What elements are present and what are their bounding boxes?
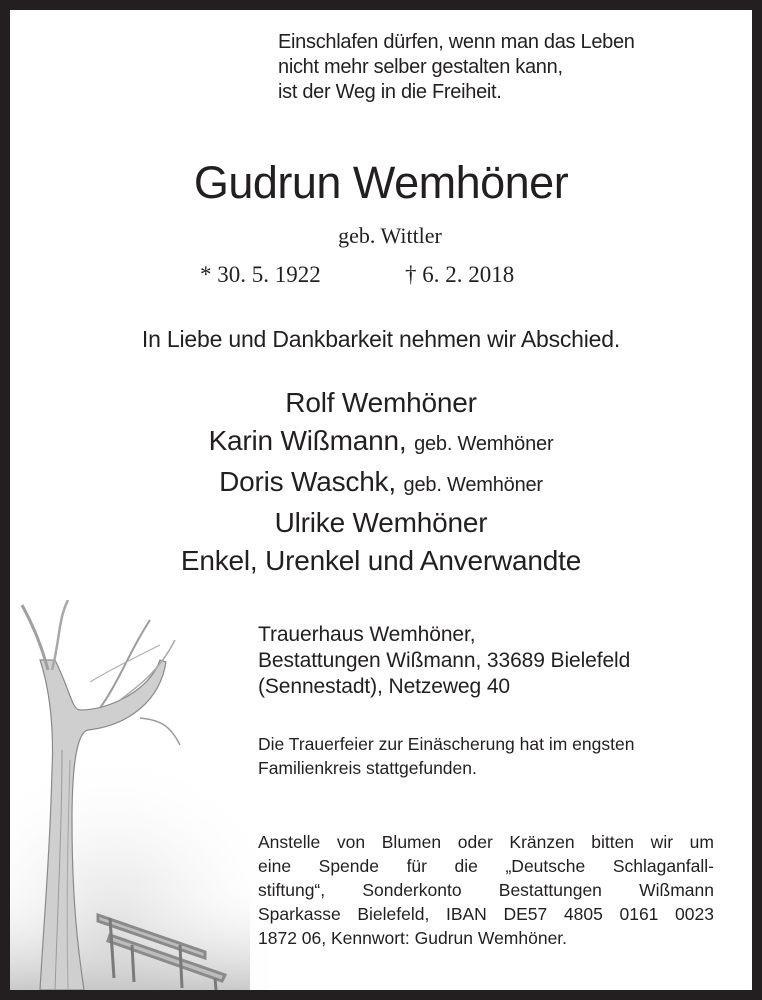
donation-line: stiftung“, Sonderkonto Bestattungen Wißmann <box>258 880 714 900</box>
poem-line: Einschlafen dürfen, wenn man das Leben <box>278 31 635 53</box>
donation-line: Anstelle von Blumen oder Kränzen bitten wir um <box>258 832 714 852</box>
deceased-name: Gudrun Wemhöner <box>193 157 569 208</box>
mourner-item <box>10 542 752 580</box>
address-line: Bestattungen Wißmann, 33689 Bielefeld <box>258 649 631 672</box>
mourners-list <box>10 384 752 580</box>
mourner-name: Karin Wißmann, <box>208 425 407 456</box>
ceremony-note <box>258 732 738 780</box>
birth-name: geb. Wittler <box>338 223 442 248</box>
mourner-name: Ulrike Wemhöner <box>274 507 488 538</box>
donation-line: 1872 06, Kennwort: Gudrun Wemhöner. <box>258 928 568 948</box>
poem-quote <box>278 30 635 105</box>
mourning-house-address <box>258 622 630 700</box>
donation-line: Sparkasse Bielefeld, IBAN DE57 4805 0161 0023 <box>258 904 714 924</box>
mourner-item <box>10 422 752 463</box>
mourner-name: Enkel, Urenkel und Anverwandte <box>180 545 582 576</box>
ceremony-line: Die Trauerfeier zur Einäscherung hat im engsten <box>258 734 635 754</box>
obituary-notice <box>10 10 752 990</box>
mourner-item <box>10 463 752 504</box>
address-line: (Sennestadt), Netzeweg 40 <box>258 675 510 698</box>
birth-date: * 30. 5. 1922 <box>200 262 321 287</box>
poem-line: ist der Weg in die Freiheit. <box>278 81 502 103</box>
donation-note <box>258 830 714 950</box>
mourner-item <box>10 504 752 542</box>
mourner-name: Rolf Wemhöner <box>285 387 477 418</box>
death-date: † 6. 2. 2018 <box>405 262 515 287</box>
mourner-birth-name: geb. Wemhöner <box>414 433 554 455</box>
ceremony-line: Familienkreis stattgefunden. <box>258 758 477 778</box>
tree-and-bench-illustration <box>10 600 270 990</box>
address-line: Trauerhaus Wemhöner, <box>258 623 476 646</box>
poem-line: nicht mehr selber gestalten kann, <box>278 56 563 78</box>
mourner-item <box>10 384 752 422</box>
mourner-name: Doris Waschk, <box>219 466 396 497</box>
donation-line: eine Spende für die „Deutsche Schlaganfall- <box>258 856 714 876</box>
mourner-birth-name: geb. Wemhöner <box>403 474 543 496</box>
farewell-text: In Liebe und Dankbarkeit nehmen wir Abschied. <box>141 326 621 352</box>
